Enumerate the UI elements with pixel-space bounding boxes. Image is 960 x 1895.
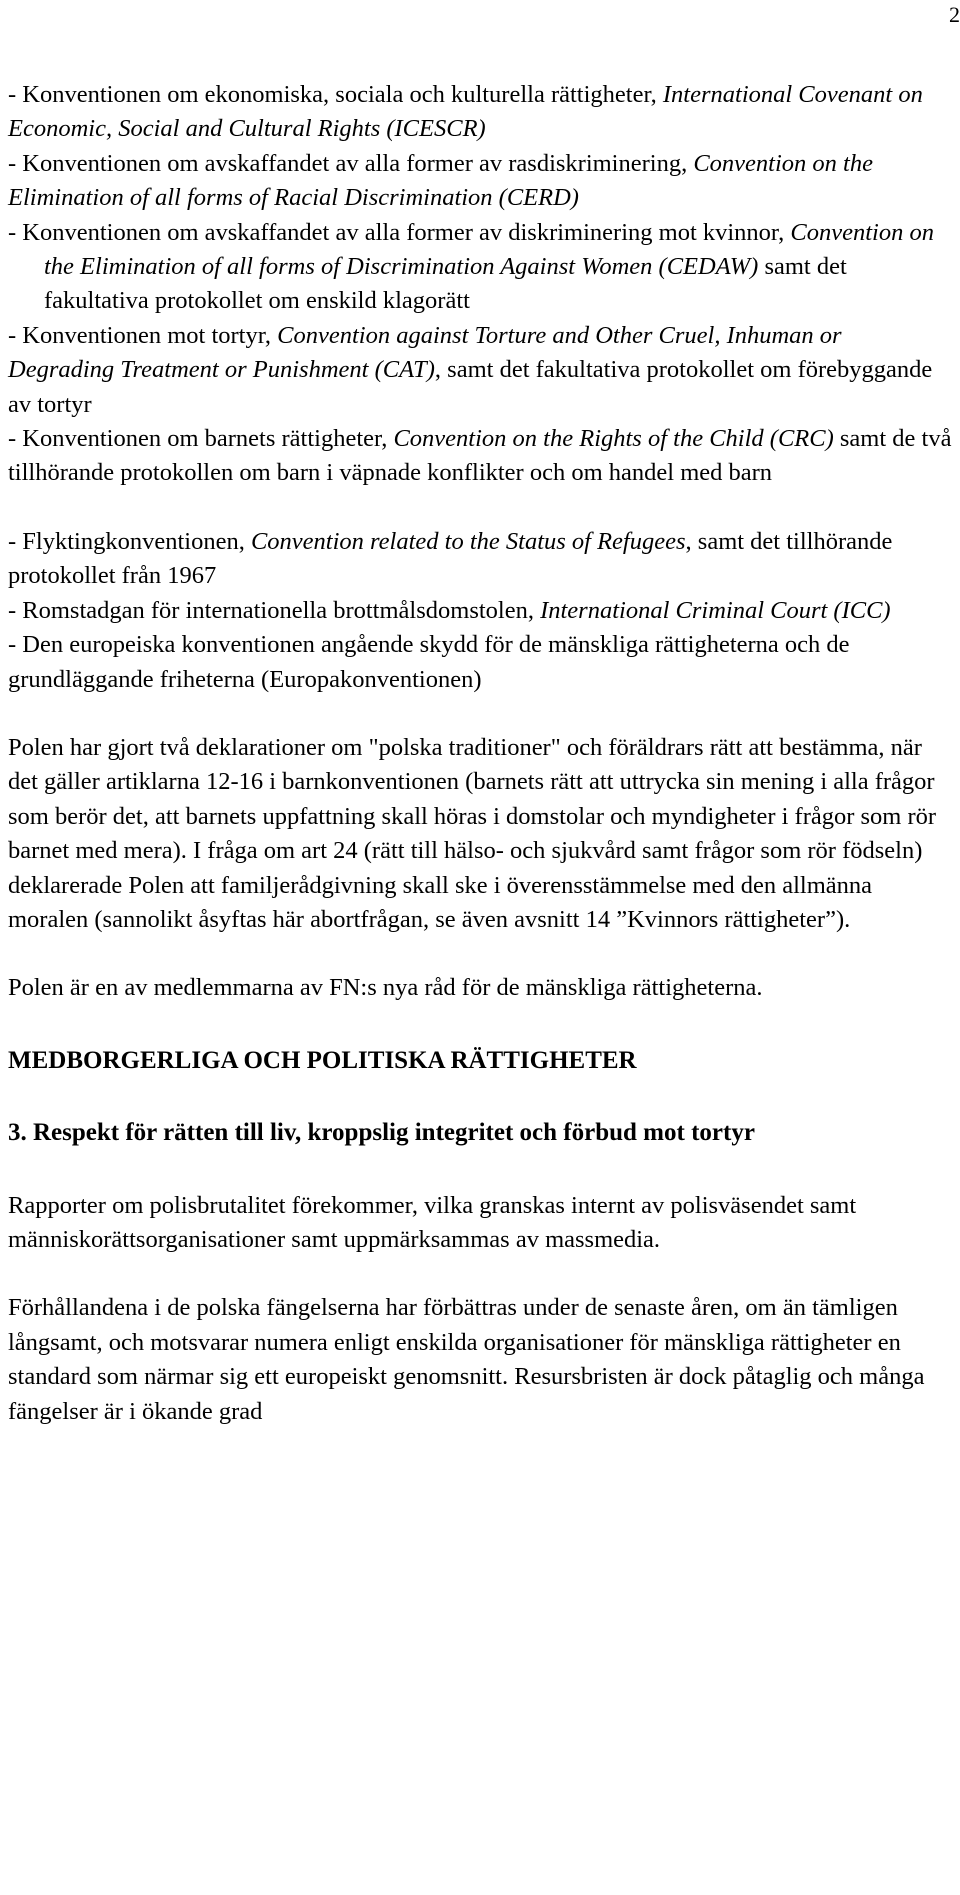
list-item-italic: Convention on the Elimination of all forms of Discrimination Against Women (CEDAW)	[44, 218, 934, 281]
document-body	[8, 78, 953, 1429]
list-item-italic: Convention on the Elimination of all forms of Racial Discrimination (CERD)	[8, 149, 873, 212]
list-item-text: - Den europeiska konventionen angående skydd för de mänskliga rättigheterna och de grundläggande friheterna (Europakonventionen)	[8, 631, 850, 693]
list-item-text: - Flyktingkonventionen,	[8, 527, 251, 555]
list-item-italic: International Covenant on Economic, Social and Cultural Rights (ICESCR)	[8, 81, 923, 143]
list-item-text: - Konventionen om avskaffandet av alla former av diskriminering mot kvinnor,	[8, 218, 791, 246]
list-item-text: - Romstadgan för internationella brottmålsdomstolen,	[8, 596, 541, 624]
list-item	[8, 78, 953, 147]
list-item	[8, 525, 953, 594]
subsection-heading: 3. Respekt för rätten till liv, kroppslig integritet och förbud mot tortyr	[8, 1119, 755, 1147]
paragraph-prisons: Förhållandena i de polska fängelserna har förbättras under de senaste åren, om än tämligen långsamt, och motsvarar numera enligt enskilda organisationer för mänskliga rättigheter en standard som närmar sig ett europeiskt genomsnitt. Resursbristen är dock påtaglig och många fängelser är i ökande grad	[8, 1294, 925, 1425]
list-item-suffix: , samt det fakultativa protokollet om förebyggande av tortyr	[8, 356, 933, 418]
list-item-italic: Convention on the Rights of the Child (CRC)	[393, 425, 834, 453]
list-item-italic: Convention related to the Status of Refugees	[250, 527, 686, 555]
paragraph-police: Rapporter om polisbrutalitet förekommer, vilka granskas internt av polisväsendet samt människorättsorganisationer samt uppmärksammas av massmedia.	[8, 1191, 857, 1253]
list-item-suffix: samt det fakultativa protokollet om enskild klagorätt	[44, 253, 847, 315]
convention-list	[8, 78, 953, 491]
list-item-suffix: samt de två tillhörande protokollen om barn i väpnade konflikter och om handel med barn	[8, 425, 952, 487]
list-item-text: - Konventionen om avskaffandet av alla former av rasdiskriminering,	[8, 149, 694, 177]
list-item-text: - Konventionen om barnets rättigheter,	[8, 425, 394, 453]
list-item	[8, 628, 953, 697]
page-number: 2	[949, 2, 960, 27]
list-item	[8, 594, 953, 628]
list-item-text: - Konventionen mot tortyr,	[8, 321, 278, 349]
list-item-suffix: , samt det tillhörande protokollet från 1967	[8, 527, 893, 590]
paragraph-council: Polen är en av medlemmarna av FN:s nya råd för de mänskliga rättigheterna.	[8, 974, 763, 1002]
list-item	[8, 422, 953, 491]
section-heading: MEDBORGERLIGA OCH POLITISKA RÄTTIGHETER	[8, 1046, 637, 1074]
list-item-text: - Konventionen om ekonomiska, sociala och kulturella rättigheter,	[8, 81, 663, 108]
list-item	[8, 147, 953, 216]
list-item	[8, 216, 953, 319]
convention-list-2	[8, 525, 953, 697]
list-item-italic: International Criminal Court (ICC)	[540, 596, 891, 624]
list-item-italic: Convention against Torture and Other Cruel, Inhuman or Degrading Treatment or Punishment (CAT)	[8, 321, 842, 384]
paragraph-declarations: Polen har gjort två deklarationer om "polska traditioner" och föräldrars rätt att bestämma, när det gäller artiklarna 12-16 i barnkonventionen (barnets rätt att uttrycka sin mening i alla frågor som berör det, att barnets uppfattning skall höras i domstolar och myndigheter i frågor som rör barnet med mera). I fråga om art 24 (rätt till hälso- och sjukvård samt frågor som rör födseln) deklarerade Polen att familjerådgivning skall ske i överensstämmelse med den allmänna moralen (sannolikt åsyftas här abortfrågan, se även avsnitt 14 ”Kvinnors rättigheter”).	[8, 733, 937, 933]
list-item	[8, 319, 953, 422]
